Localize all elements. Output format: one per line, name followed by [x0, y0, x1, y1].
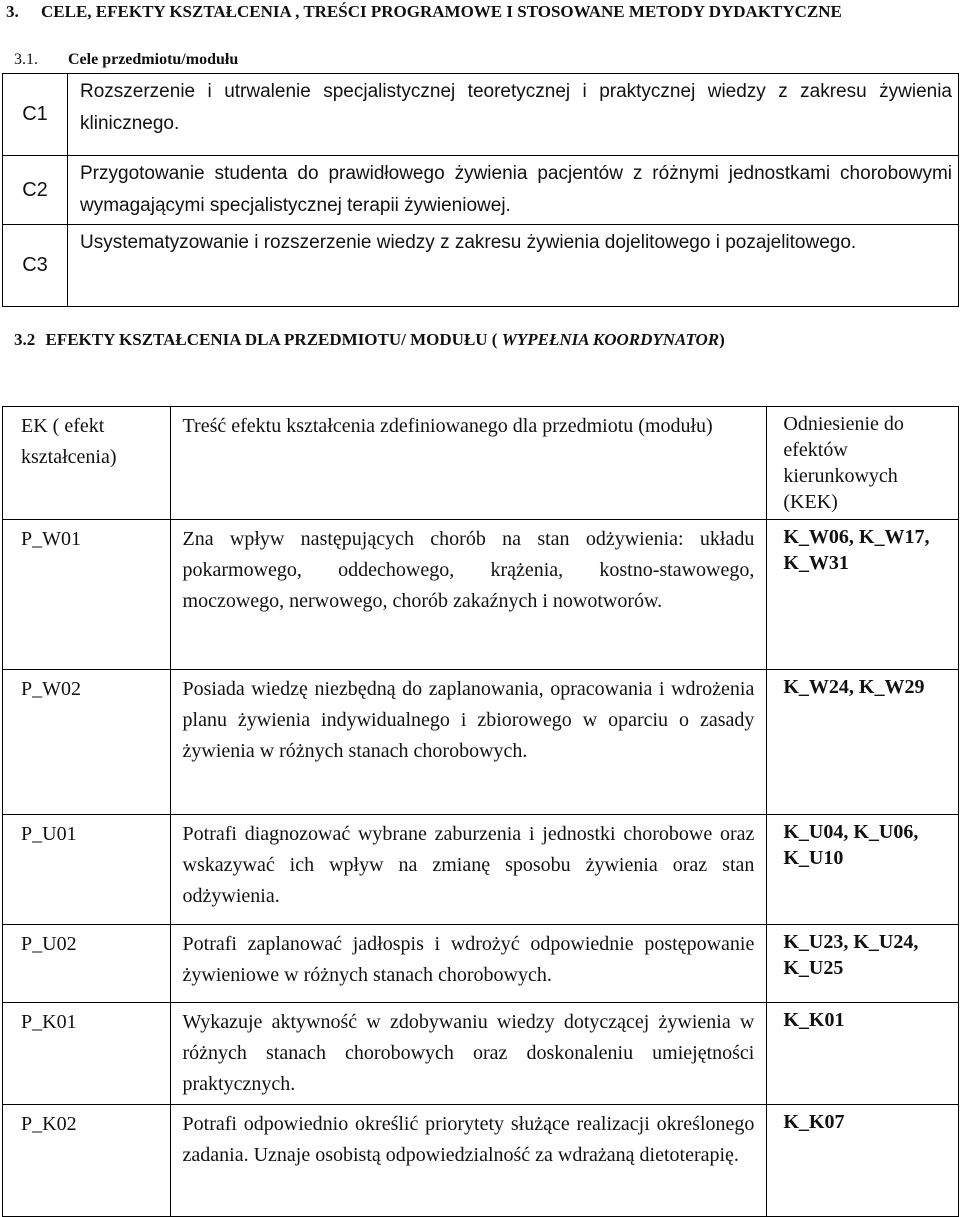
header-ek: EK ( efekt kształcenia)	[3, 407, 171, 520]
section-3-1-title: Cele przedmiotu/modułu	[68, 51, 239, 68]
effects-table	[2, 406, 959, 1217]
effect-reference: K_W06, K_W17, K_W31	[767, 520, 959, 670]
effect-code: P_W02	[3, 670, 171, 815]
goals-table	[2, 73, 959, 307]
header-content: Treść efektu kształcenia zdefiniowanego dla przedmiotu (modułu)	[170, 407, 767, 520]
effect-code: P_U02	[3, 925, 171, 1003]
effect-text: Potrafi diagnozować wybrane zaburzenia i jednostki chorobowe oraz wskazywać ich wpływ na zmianę sposobu żywienia oraz stan odżywienia.	[170, 815, 767, 925]
effect-row	[3, 815, 959, 925]
effect-row	[3, 670, 959, 815]
effect-reference: K_U23, K_U24, K_U25	[767, 925, 959, 1003]
section-3-2-note: WYPEŁNIA KOORDYNATOR	[501, 330, 720, 349]
goal-code: C1	[3, 74, 68, 156]
effect-code: P_U01	[3, 815, 171, 925]
section-3-2-number: 3.2	[14, 330, 36, 349]
effect-reference: K_K01	[767, 1003, 959, 1105]
effect-row	[3, 1003, 959, 1105]
effect-code: P_W01	[3, 520, 171, 670]
goal-text: Przygotowanie studenta do prawidłowego żywienia pacjentów z różnymi jednostkami chorobowymi wymagającymi specjalistycznej terapii żywieniowej.	[68, 156, 959, 225]
goal-row	[3, 225, 959, 307]
effect-reference: K_K07	[767, 1105, 959, 1217]
effects-header-row	[3, 407, 959, 520]
section-3-2-title: EFEKTY KSZTAŁCENIA DLA PRZEDMIOTU/ MODUŁU (	[45, 330, 498, 349]
section-3-heading	[6, 2, 842, 22]
effect-text: Potrafi odpowiednio określić priorytety służące realizacji określonego zadania. Uznaje osobistą odpowiedzialność za wdrażaną dietoterapię.	[170, 1105, 767, 1217]
goal-text: Usystematyzowanie i rozszerzenie wiedzy z zakresu żywienia dojelitowego i pozajelitowego.	[68, 225, 959, 307]
goal-row	[3, 156, 959, 225]
effect-row	[3, 1105, 959, 1217]
section-3-2-close: )	[719, 330, 725, 349]
section-3-2-heading	[14, 330, 725, 350]
goal-code: C3	[3, 225, 68, 307]
effect-text: Posiada wiedzę niezbędną do zaplanowania, opracowania i wdrożenia planu żywienia indywidualnego i zbiorowego w oparciu o zasady żywienia w różnych stanach chorobowych.	[170, 670, 767, 815]
effect-text: Zna wpływ następujących chorób na stan odżywienia: układu pokarmowego, oddechowego, krążenia, kostno-stawowego, moczowego, nerwowego, chorób zakaźnych i nowotworów.	[170, 520, 767, 670]
effect-row	[3, 925, 959, 1003]
goal-row	[3, 74, 959, 156]
section-3-number: 3.	[6, 2, 19, 21]
section-3-title: CELE, EFEKTY KSZTAŁCENIA , TREŚCI PROGRAMOWE I STOSOWANE METODY DYDAKTYCZNE	[41, 2, 842, 21]
effect-text: Potrafi zaplanować jadłospis i wdrożyć odpowiednie postępowanie żywieniowe w różnych stanach chorobowych.	[170, 925, 767, 1003]
effect-reference: K_U04, K_U06, K_U10	[767, 815, 959, 925]
effect-row	[3, 520, 959, 670]
header-kek: Odniesienie do efektów kierunkowych (KEK)	[767, 407, 959, 520]
effect-code: P_K01	[3, 1003, 171, 1105]
effect-reference: K_W24, K_W29	[767, 670, 959, 815]
section-3-1-number: 3.1.	[14, 51, 38, 68]
goal-code: C2	[3, 156, 68, 225]
effect-code: P_K02	[3, 1105, 171, 1217]
goal-text: Rozszerzenie i utrwalenie specjalistycznej teoretycznej i praktycznej wiedzy z zakresu żywienia klinicznego.	[68, 74, 959, 156]
section-3-1-heading	[14, 51, 238, 69]
effect-text: Wykazuje aktywność w zdobywaniu wiedzy dotyczącej żywienia w różnych stanach chorobowych oraz doskonaleniu umiejętności praktycznych.	[170, 1003, 767, 1105]
